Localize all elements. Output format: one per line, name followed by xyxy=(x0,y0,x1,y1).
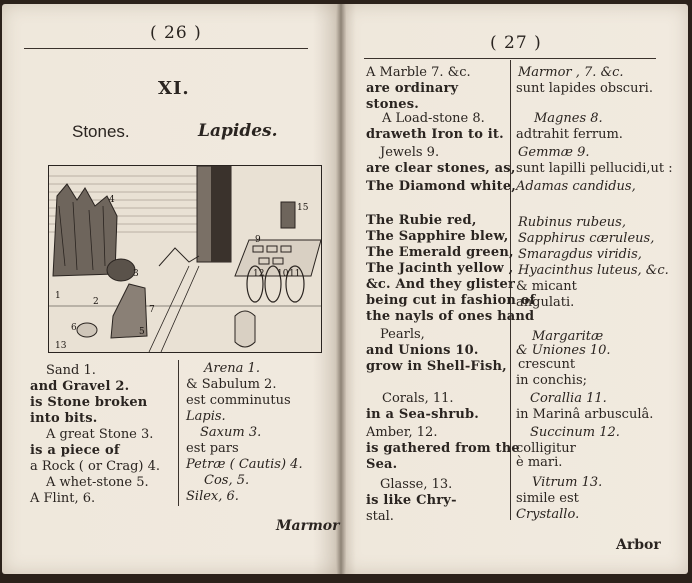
illus-label-7: 7 xyxy=(149,305,155,315)
latin-line: colligitur xyxy=(516,441,576,456)
english-line: stones. xyxy=(366,97,419,112)
english-line: Amber, 12. xyxy=(366,425,438,440)
book-gutter xyxy=(336,4,346,574)
illus-label-6: 6 xyxy=(71,323,77,333)
latin-line: Hyacinthus luteus, &c. xyxy=(518,263,669,278)
latin-line: est comminutus xyxy=(186,393,291,408)
english-line: are clear stones, as, xyxy=(366,161,516,176)
illus-label-13: 13 xyxy=(55,341,67,351)
illus-label-1: 1 xyxy=(55,291,61,301)
latin-line: Adamas candidus, xyxy=(516,179,636,194)
english-line: is like Chry- xyxy=(366,493,457,508)
latin-line: sunt lapides obscuri. xyxy=(516,81,653,96)
latin-line: est pars xyxy=(186,441,239,456)
illus-label-5: 5 xyxy=(139,327,145,337)
latin-line: sunt lapilli pellucidi,ut : xyxy=(516,161,673,176)
latin-line: Cos, 5. xyxy=(204,473,250,488)
illus-label-15: 15 xyxy=(297,203,309,213)
english-line: are ordinary xyxy=(366,81,459,96)
english-line: The Jacinth yellow , xyxy=(366,261,514,276)
english-line: Sand 1. xyxy=(46,363,96,378)
latin-line: adtrahit ferrum. xyxy=(516,127,623,142)
english-line: A Flint, 6. xyxy=(30,491,96,506)
latin-line: Crystallo. xyxy=(516,507,580,522)
english-line: A great Stone 3. xyxy=(46,427,154,442)
latin-line: & micant xyxy=(516,279,577,294)
latin-line: Gemmæ 9. xyxy=(518,145,590,160)
english-line: the nayls of ones hand xyxy=(366,309,535,324)
latin-line: Lapis. xyxy=(186,409,226,424)
latin-line: Silex, 6. xyxy=(186,489,239,504)
english-line: being cut in fashion of xyxy=(366,293,536,308)
latin-line: è mari. xyxy=(516,455,563,470)
english-line: draweth Iron to it. xyxy=(366,127,504,142)
illus-label-2: 2 xyxy=(93,297,99,307)
right-catchword: Arbor xyxy=(616,537,661,553)
left-header-rule xyxy=(24,48,308,49)
english-line: stal. xyxy=(366,509,394,524)
latin-line: Marmor , 7. &c. xyxy=(518,65,624,80)
english-line: The Diamond white, xyxy=(366,179,517,194)
english-line: Corals, 11. xyxy=(382,391,454,406)
english-line: into bits. xyxy=(30,411,98,426)
latin-line: simile est xyxy=(516,491,579,506)
latin-line: Corallia 11. xyxy=(530,391,607,406)
english-line: A Load-stone 8. xyxy=(382,111,485,126)
latin-line: in Marinâ arbusculâ. xyxy=(516,407,654,422)
latin-line: Magnes 8. xyxy=(534,111,603,126)
english-line: &c. And they glister xyxy=(366,277,516,292)
latin-line: Smaragdus viridis, xyxy=(518,247,642,262)
latin-line: Margaritæ xyxy=(532,329,604,344)
latin-line: Sapphirus cæruleus, xyxy=(518,231,655,246)
title-english: Stones. xyxy=(72,122,130,141)
english-line: The Sapphire blew, xyxy=(366,229,509,244)
illus-label-9: 9 xyxy=(255,235,261,245)
latin-line: Petræ ( Cautis) 4. xyxy=(186,457,303,472)
right-header-rule xyxy=(364,58,656,59)
illus-label-12: 12 xyxy=(253,269,265,279)
english-line: Pearls, xyxy=(380,327,425,342)
latin-line: angulati. xyxy=(516,295,575,310)
latin-line: Succinum 12. xyxy=(530,425,620,440)
latin-line: Arena 1. xyxy=(204,361,260,376)
latin-line: & Uniones 10. xyxy=(516,343,611,358)
left-page-number: ( 26 ) xyxy=(150,23,202,43)
english-line: and Gravel 2. xyxy=(30,379,130,394)
latin-line: crescunt xyxy=(518,357,576,372)
latin-line: in conchis; xyxy=(516,373,588,388)
english-line: Jewels 9. xyxy=(380,145,440,160)
english-line: grow in Shell-Fish, xyxy=(366,359,507,374)
latin-line: Vitrum 13. xyxy=(532,475,603,490)
title-latin: Lapides. xyxy=(198,121,278,141)
latin-line: Rubinus rubeus, xyxy=(518,215,626,230)
english-line: Glasse, 13. xyxy=(380,477,453,492)
english-line: Sea. xyxy=(366,457,398,472)
latin-line: Saxum 3. xyxy=(200,425,262,440)
illus-label-3: 3 xyxy=(133,269,139,279)
english-line: and Unions 10. xyxy=(366,343,479,358)
woodcut-illustration xyxy=(48,165,322,353)
illus-label-10: 10 xyxy=(277,269,289,279)
english-line: A Marble 7. &c. xyxy=(366,65,471,80)
illus-label-11: 11 xyxy=(289,269,301,279)
illus-label-4: 4 xyxy=(109,195,115,205)
english-line: The Emerald green, xyxy=(366,245,514,260)
english-line: a Rock ( or Crag) 4. xyxy=(30,459,161,474)
english-line: is a piece of xyxy=(30,443,120,458)
latin-line: & Sabulum 2. xyxy=(186,377,277,392)
english-line: is gathered from the xyxy=(366,441,520,456)
english-line: A whet-stone 5. xyxy=(46,475,149,490)
english-line: is Stone broken xyxy=(30,395,148,410)
english-line: The Rubie red, xyxy=(366,213,477,228)
left-catchword: Marmor xyxy=(276,518,340,534)
left-column-rule xyxy=(178,360,179,506)
right-page-number: ( 27 ) xyxy=(490,33,542,53)
english-line: in a Sea-shrub. xyxy=(366,407,480,422)
chapter-numeral: XI. xyxy=(158,78,190,99)
